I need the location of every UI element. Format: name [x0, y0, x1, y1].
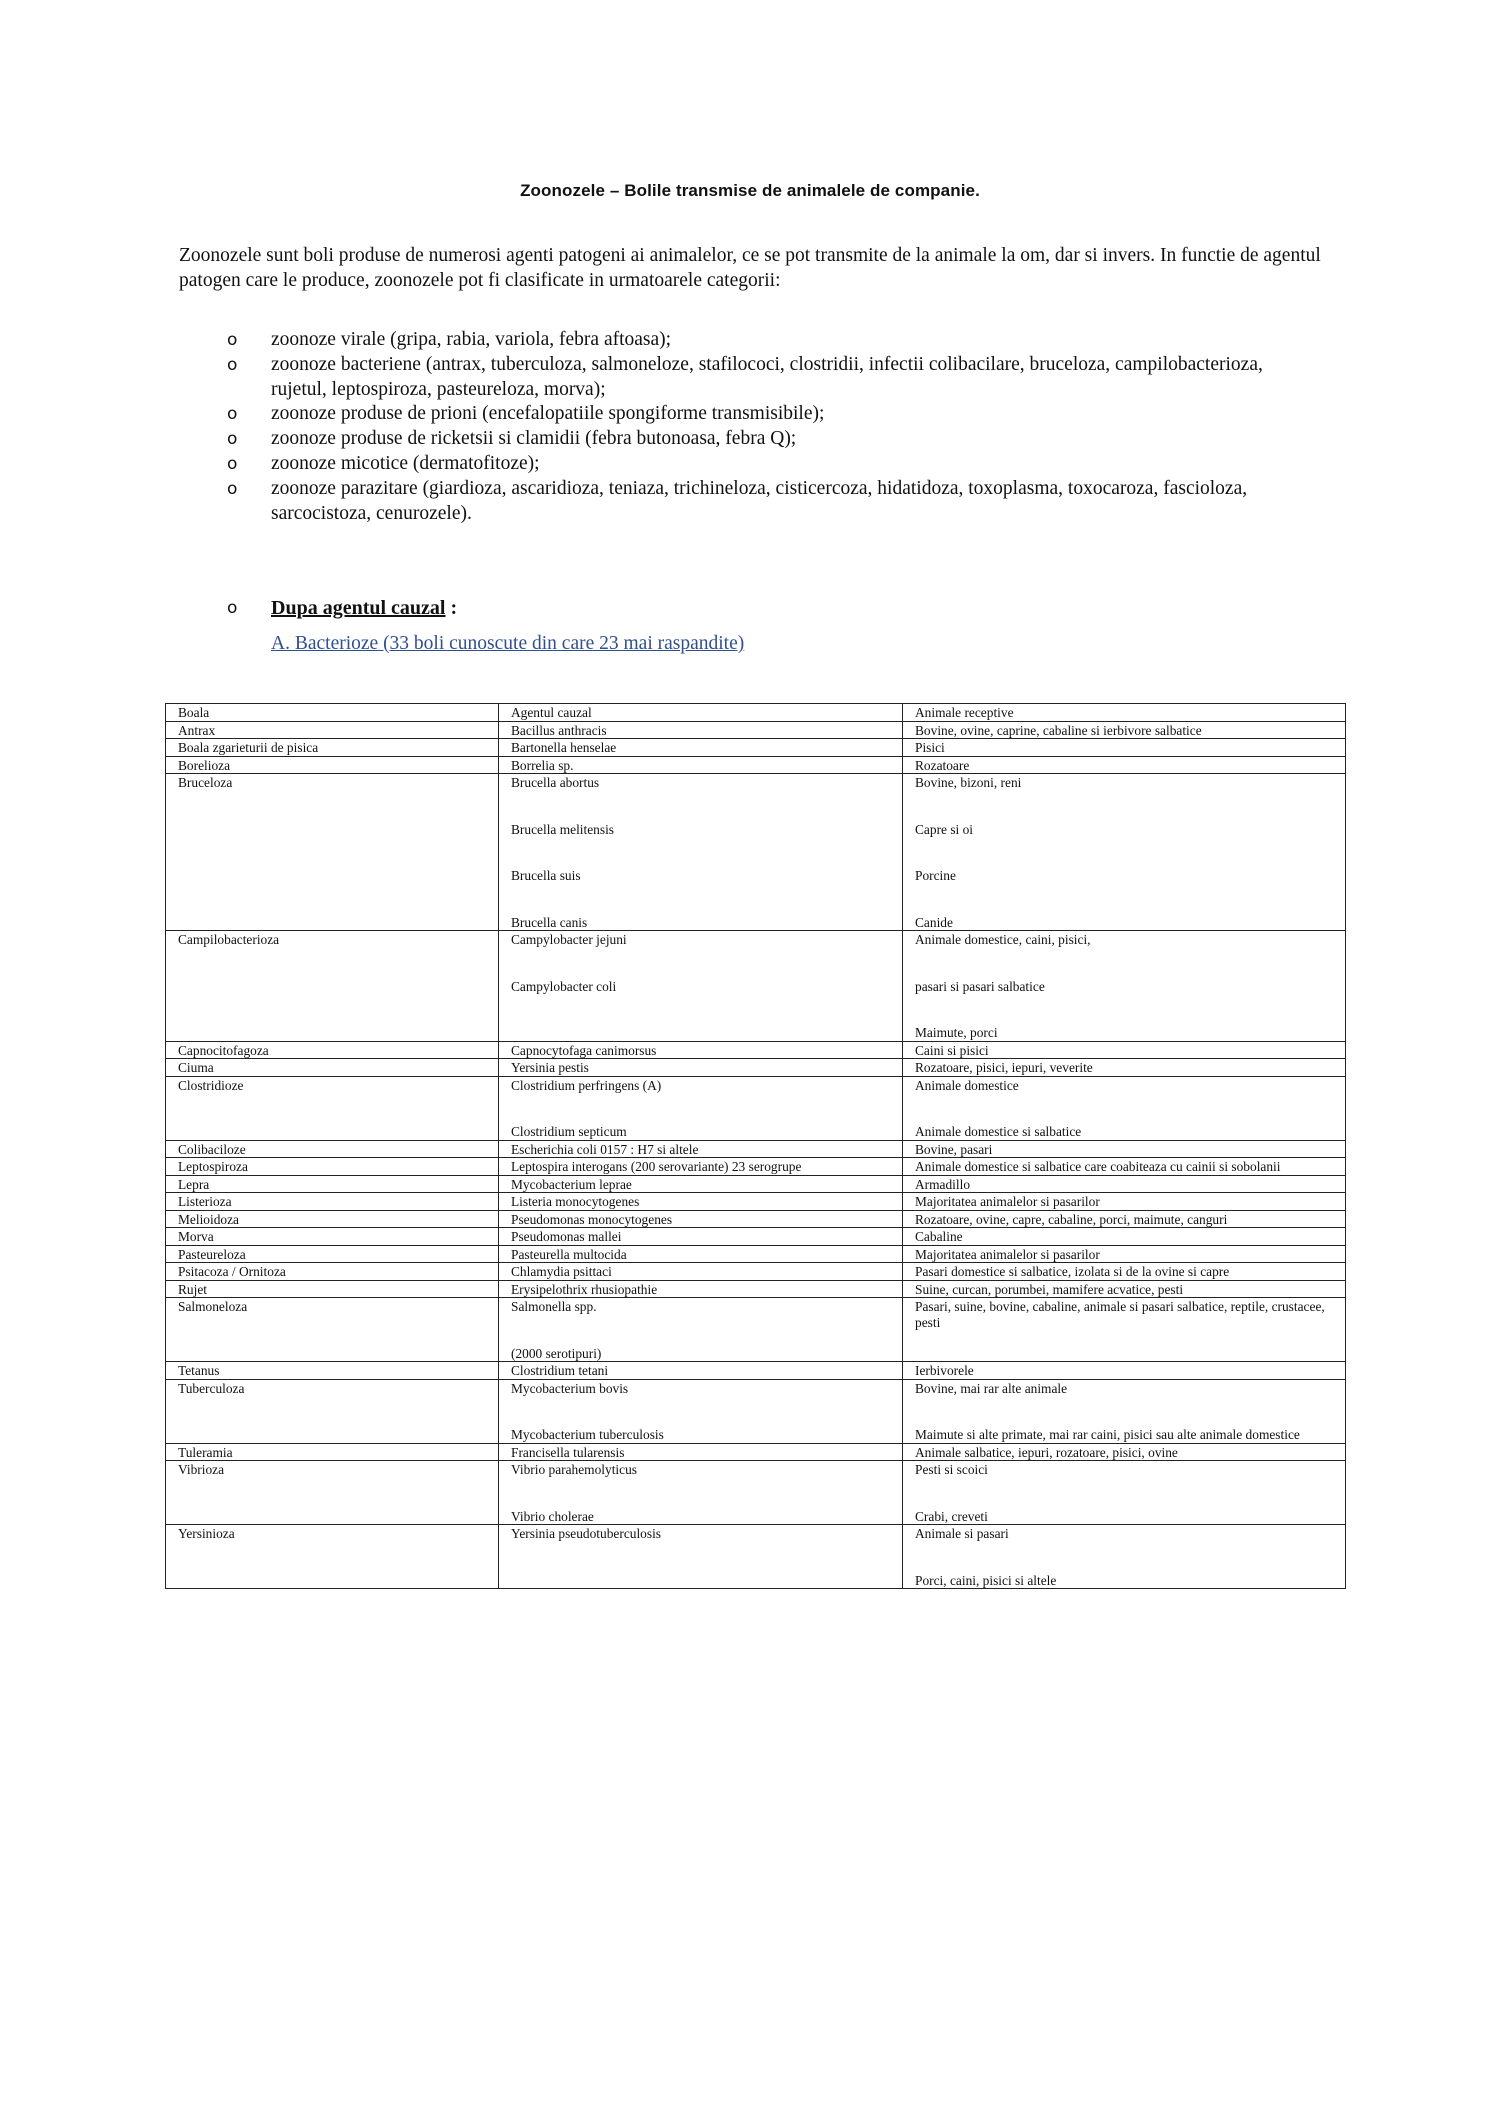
section-heading-text: Dupa agentul cauzal — [271, 597, 446, 619]
cell-boala: Borelioza — [166, 756, 499, 774]
cell-boala: Psitacoza / Ornitoza — [166, 1263, 499, 1281]
cell-boala: Tuleramia — [166, 1443, 499, 1461]
cell-animale: Pasari, suine, bovine, cabaline, animale si pasari salbatice, reptile, crustacee, pesti — [903, 1298, 1346, 1362]
bullet-icon: o — [227, 404, 238, 425]
cell-animale: Caini si pisici — [903, 1041, 1346, 1059]
page-title: Zoonozele – Bolile transmise de animalele de companie. — [520, 181, 980, 200]
table-row — [166, 1525, 1346, 1589]
cell-boala: Capnocitofagoza — [166, 1041, 499, 1059]
table-row — [166, 1076, 1346, 1140]
list-item — [227, 402, 1321, 427]
cell-agent: Francisella tularensis — [499, 1443, 903, 1461]
cell-agent: Pseudomonas monocytogenes — [499, 1210, 903, 1228]
cell-boala: Yersinioza — [166, 1525, 499, 1589]
cell-animale: Pasari domestice si salbatice, izolata si de la ovine si capre — [903, 1263, 1346, 1281]
bullet-icon: o — [227, 330, 238, 350]
cell-boala: Salmoneloza — [166, 1298, 499, 1362]
cell-agent: Bacillus anthracis — [499, 721, 903, 739]
cell-animale: Bovine, bizoni, reni Capre si oi Porcine Canide — [903, 774, 1346, 931]
cell-agent: Clostridium tetani — [499, 1362, 903, 1380]
section-heading — [227, 597, 458, 620]
cell-agent: Erysipelothrix rhusiopathie — [499, 1280, 903, 1298]
cell-agent: Capnocytofaga canimorsus — [499, 1041, 903, 1059]
list-item-text: zoonoze produse de ricketsii si clamidii (febra butonoasa, febra Q); — [271, 428, 797, 450]
table-row — [166, 1210, 1346, 1228]
cell-boala: Morva — [166, 1228, 499, 1246]
cell-agent: Vibrio parahemolyticus Vibrio cholerae — [499, 1461, 903, 1525]
list-item — [227, 477, 1321, 527]
bullet-icon: o — [227, 453, 238, 474]
table-row — [166, 1193, 1346, 1211]
cell-agent: Borrelia sp. — [499, 756, 903, 774]
intro-paragraph: Zoonozele sunt boli produse de numerosi agenti patogeni ai animalelor, ce se pot transmite de la animale la om, dar si invers. In functie de agentul patogen care le produce, zoonozele pot fi clasificate in urmatoarele categorii: — [179, 245, 1321, 291]
cell-animale: Majoritatea animalelor si pasarilor — [903, 1193, 1346, 1211]
cell-boala: Antrax — [166, 721, 499, 739]
list-item — [227, 427, 1321, 452]
cell-animale: Cabaline — [903, 1228, 1346, 1246]
cell-animale: Animale si pasari Porci, caini, pisici si altele — [903, 1525, 1346, 1589]
table-row — [166, 1245, 1346, 1263]
category-list — [0, 328, 1500, 526]
cell-animale: Pesti si scoici Crabi, creveti — [903, 1461, 1346, 1525]
cell-agent: Leptospira interogans (200 serovariante) 23 serogrupe — [499, 1158, 903, 1176]
list-item-text: zoonoze bacteriene (antrax, tuberculoza, salmoneloze, stafilococi, clostridii, infectii colibacilare, bruceloza, campilobacterioza, rujetul, leptospiroza, pasteureloza, morva); — [271, 353, 1263, 400]
table-row — [166, 1175, 1346, 1193]
cell-boala: Leptospiroza — [166, 1158, 499, 1176]
cell-animale: Rozatoare, pisici, iepuri, veverite — [903, 1059, 1346, 1077]
cell-animale: Bovine, pasari — [903, 1140, 1346, 1158]
bullet-icon: o — [227, 598, 238, 618]
table-row — [166, 1298, 1346, 1362]
cell-animale: Animale domestice, caini, pisici, pasari si pasari salbatice Maimute, porci — [903, 931, 1346, 1042]
cell-agent: Mycobacterium leprae — [499, 1175, 903, 1193]
cell-animale: Pisici — [903, 739, 1346, 757]
cell-animale: Rozatoare, ovine, capre, cabaline, porci, maimute, canguri — [903, 1210, 1346, 1228]
cell-animale: Rozatoare — [903, 756, 1346, 774]
cell-boala: Boala zgarieturii de pisica — [166, 739, 499, 757]
cell-boala: Ciuma — [166, 1059, 499, 1077]
cell-animale: Animale domestice si salbatice care coabiteaza cu cainii si sobolanii — [903, 1158, 1346, 1176]
cell-agent: Chlamydia psittaci — [499, 1263, 903, 1281]
table-row — [166, 721, 1346, 739]
table-row — [166, 774, 1346, 931]
table-row — [166, 1263, 1346, 1281]
cell-agent: Yersinia pseudotuberculosis — [499, 1525, 903, 1589]
cell-agent: Yersinia pestis — [499, 1059, 903, 1077]
cell-animale: Armadillo — [903, 1175, 1346, 1193]
header-agent: Agentul cauzal — [499, 704, 903, 722]
cell-boala: Campilobacterioza — [166, 931, 499, 1042]
table-row — [166, 756, 1346, 774]
table-row — [166, 1379, 1346, 1443]
cell-agent: Clostridium perfringens (A) Clostridium septicum — [499, 1076, 903, 1140]
bullet-icon: o — [227, 429, 238, 450]
table-row — [166, 1140, 1346, 1158]
cell-animale: Animale salbatice, iepuri, rozatoare, pisici, ovine — [903, 1443, 1346, 1461]
list-item-text: zoonoze virale (gripa, rabia, variola, febra aftoasa); — [271, 329, 672, 350]
section-heading-suffix: : — [445, 597, 458, 619]
table-row — [166, 1443, 1346, 1461]
cell-boala: Tetanus — [166, 1362, 499, 1380]
cell-boala: Melioidoza — [166, 1210, 499, 1228]
table-row — [166, 1059, 1346, 1077]
cell-animale: Suine, curcan, porumbei, mamifere acvatice, pesti — [903, 1280, 1346, 1298]
cell-agent: Campylobacter jejuni Campylobacter coli — [499, 931, 903, 1042]
cell-boala: Clostridioze — [166, 1076, 499, 1140]
cell-boala: Lepra — [166, 1175, 499, 1193]
header-boala: Boala — [166, 704, 499, 722]
cell-agent: Mycobacterium bovis Mycobacterium tuberculosis — [499, 1379, 903, 1443]
table-row — [166, 1362, 1346, 1380]
cell-animale: Animale domestice Animale domestice si salbatice — [903, 1076, 1346, 1140]
list-item-text: zoonoze produse de prioni (encefalopatiile spongiforme transmisibile); — [271, 403, 825, 425]
list-item-text: zoonoze micotice (dermatofitoze); — [271, 452, 540, 474]
list-item — [227, 452, 1321, 477]
cell-boala: Pasteureloza — [166, 1245, 499, 1263]
cell-agent: Bartonella henselae — [499, 739, 903, 757]
cell-agent: Brucella abortus Brucella melitensis Brucella suis Brucella canis — [499, 774, 903, 931]
cell-boala: Bruceloza — [166, 774, 499, 931]
cell-boala: Vibrioza — [166, 1461, 499, 1525]
cell-agent: Escherichia coli 0157 : H7 si altele — [499, 1140, 903, 1158]
table-row — [166, 1041, 1346, 1059]
table-row — [166, 739, 1346, 757]
list-item-text: zoonoze parazitare (giardioza, ascaridioza, teniaza, trichineloza, cisticercoza, hidatidoza, toxoplasma, toxocaroza, fascioloza, sarcocistoza, cenurozele). — [271, 477, 1248, 524]
cell-agent: Listeria monocytogenes — [499, 1193, 903, 1211]
cell-animale: Majoritatea animalelor si pasarilor — [903, 1245, 1346, 1263]
cell-boala: Listerioza — [166, 1193, 499, 1211]
cell-boala: Colibaciloze — [166, 1140, 499, 1158]
table-row — [166, 1280, 1346, 1298]
cell-animale: Bovine, ovine, caprine, cabaline si ierbivore salbatice — [903, 721, 1346, 739]
bullet-icon: o — [227, 354, 238, 375]
cell-boala: Tuberculoza — [166, 1379, 499, 1443]
cell-agent: Salmonella spp. (2000 serotipuri) — [499, 1298, 903, 1362]
cell-animale: Bovine, mai rar alte animale Maimute si alte primate, mai rar caini, pisici sau alte animale domestice — [903, 1379, 1346, 1443]
table-row — [166, 931, 1346, 1042]
bullet-icon: o — [227, 478, 238, 499]
cell-boala: Rujet — [166, 1280, 499, 1298]
header-animale: Animale receptive — [903, 704, 1346, 722]
table-row — [166, 1228, 1346, 1246]
cell-animale: Ierbivorele — [903, 1362, 1346, 1380]
list-item — [227, 353, 1321, 403]
cell-agent: Pasteurella multocida — [499, 1245, 903, 1263]
table-row — [166, 1158, 1346, 1176]
subsection-link[interactable]: A. Bacterioze (33 boli cunoscute din care 23 mai raspandite) — [271, 633, 745, 654]
table-row — [166, 1461, 1346, 1525]
table-header-row — [166, 704, 1346, 722]
bacterioze-table — [165, 703, 1346, 1589]
cell-agent: Pseudomonas mallei — [499, 1228, 903, 1246]
list-item — [227, 328, 1321, 353]
